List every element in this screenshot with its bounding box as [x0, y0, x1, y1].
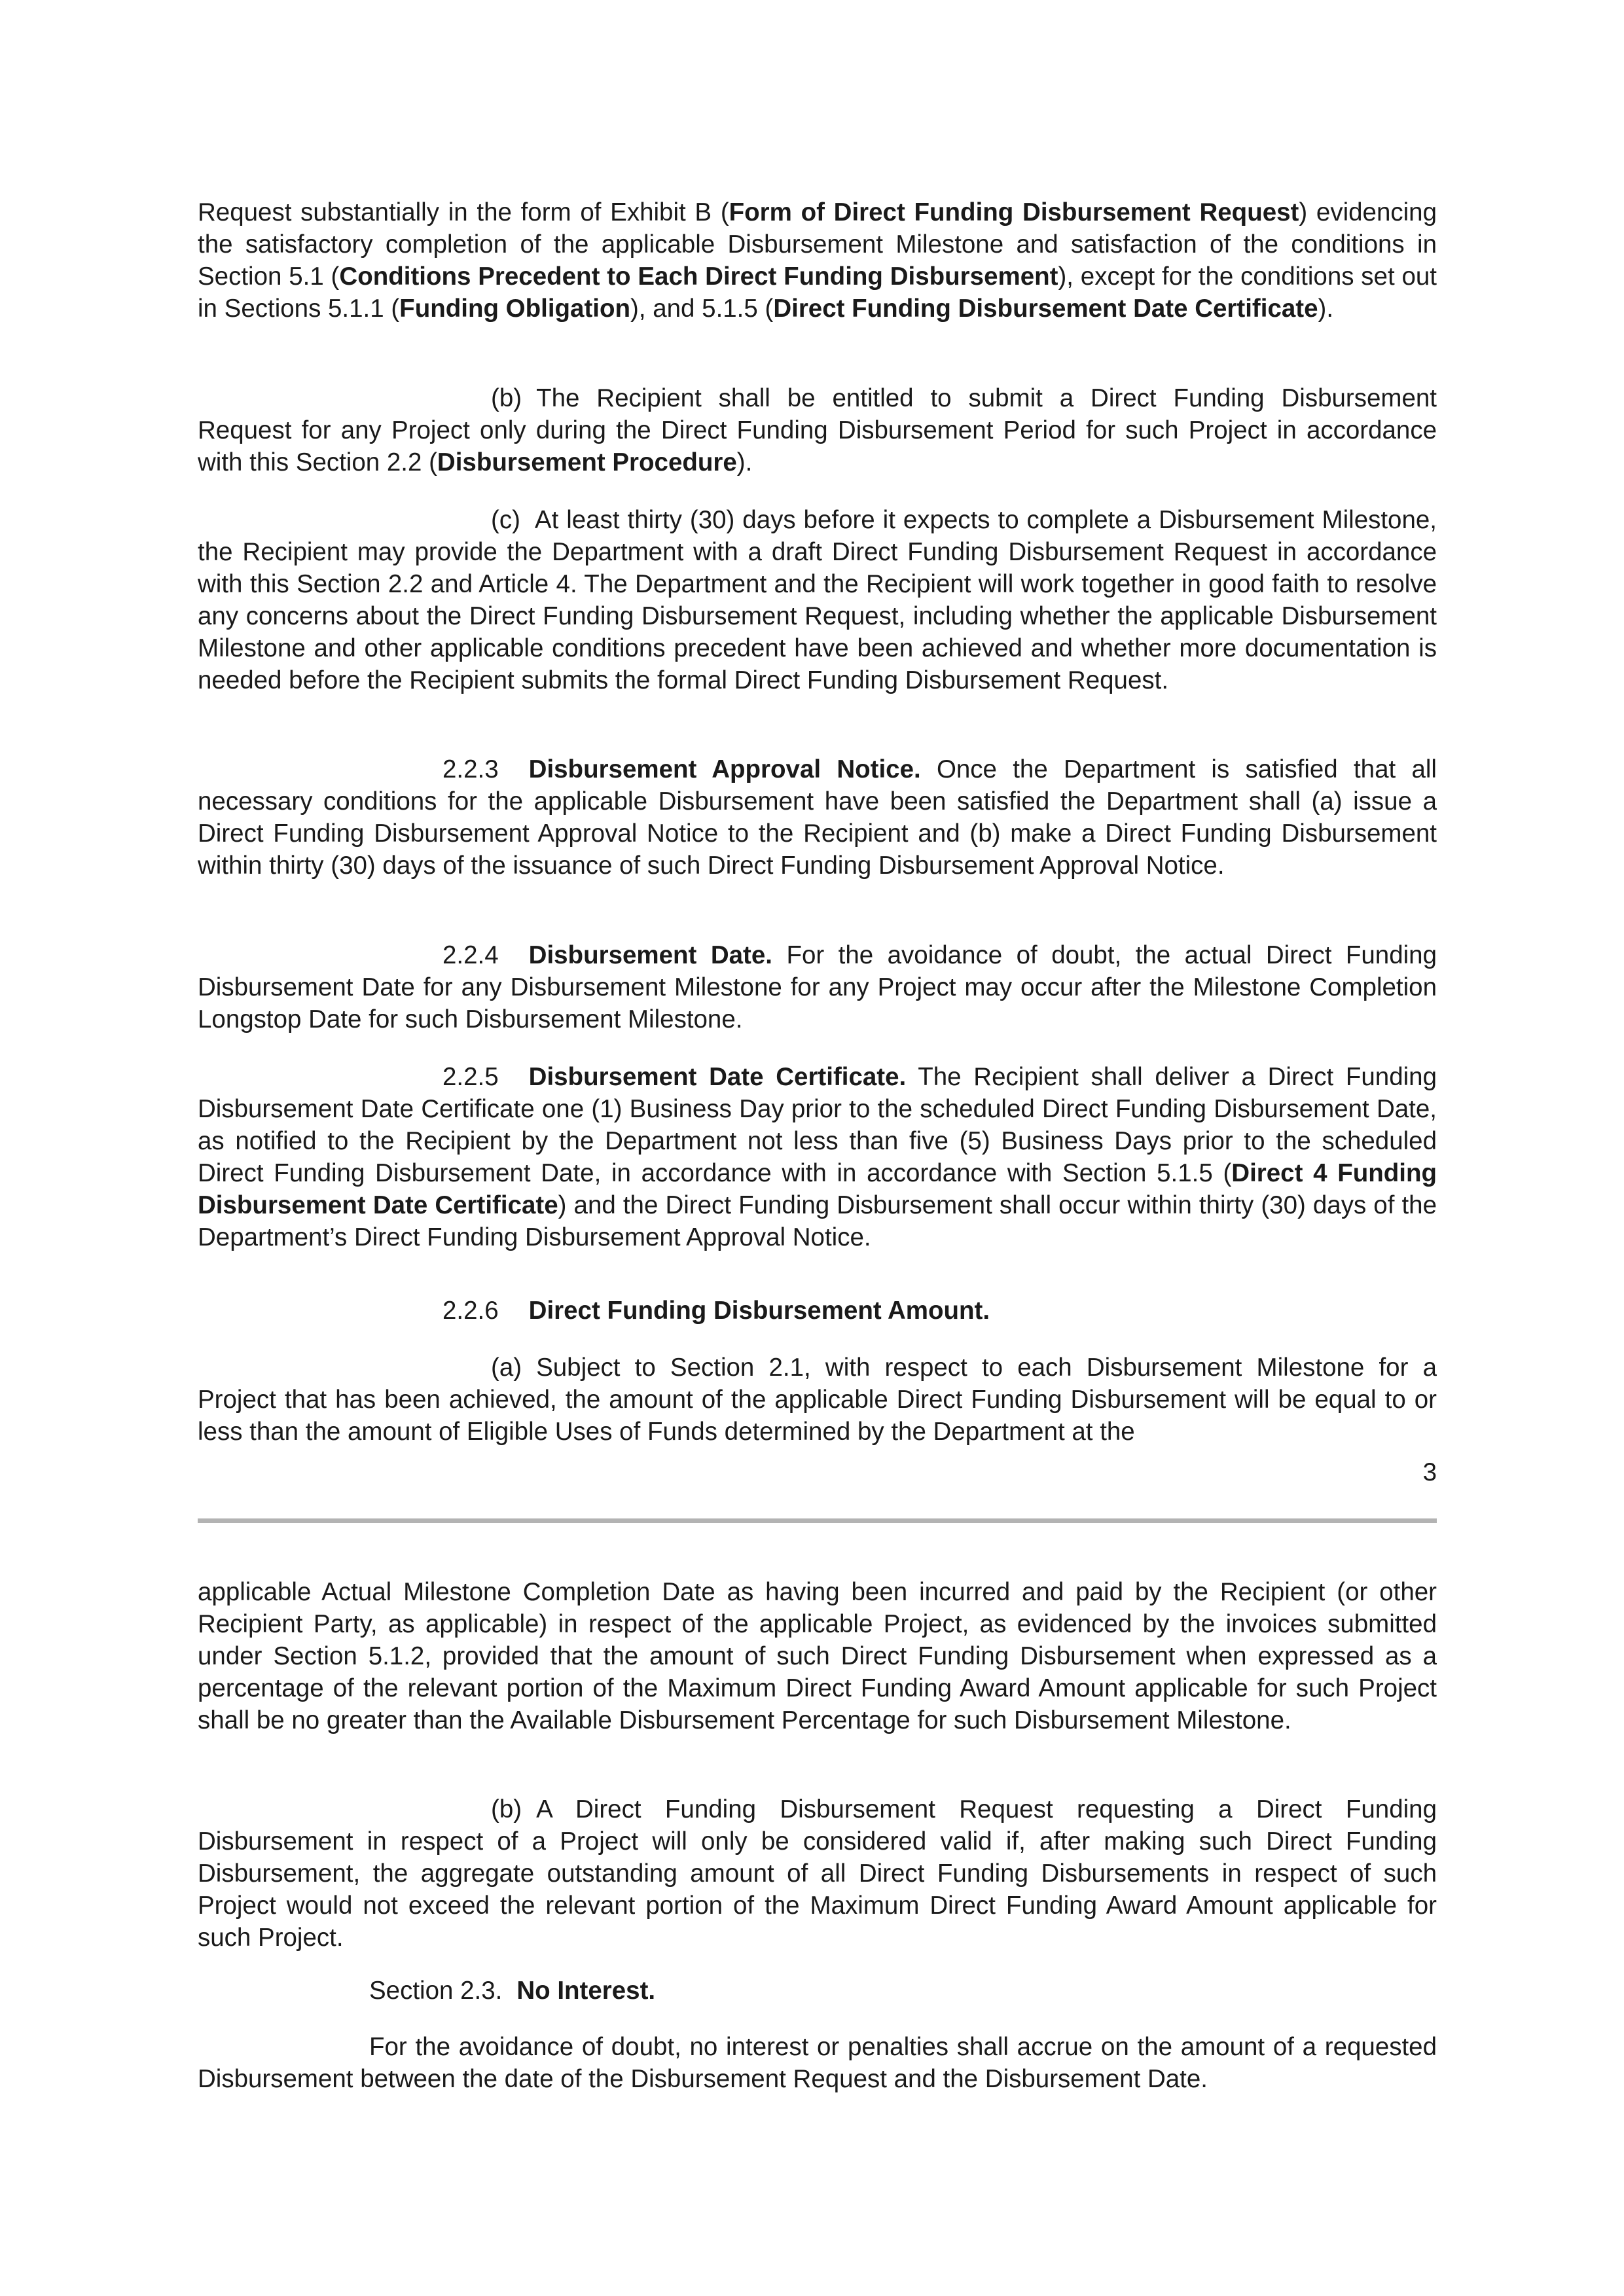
text: ), except for the conditions set out in Sections 5.1.1 (: [198, 262, 1437, 323]
text: ), and 5.1.5 (: [630, 295, 774, 323]
paragraph-2-2-6-a: [198, 1352, 1437, 1448]
section-number: 2.2.6: [442, 1297, 499, 1325]
text: At least thirty (30) days before it expects to complete a Disbursement Milestone, the Recipient may provide the Department with a draft Direct Funding Disbursement Request in accordance with this Section 2.2 and Article 4. The Department and the Recipient will work together in good faith to resolve any concerns about the Direct Funding Disbursement Request, including whether the applicable Disbursement Milestone and other applicable conditions precedent have been achieved and whether more documentation is needed before the Recipient submits the formal Direct Funding Disbursement Request.: [198, 506, 1437, 694]
text: ).: [736, 448, 753, 476]
bold-term: Direct 4 Funding Disbursement Date Certificate: [198, 1159, 1437, 1219]
list-label: (a): [491, 1354, 522, 1382]
paragraph-continuation: [198, 1576, 1437, 1736]
paragraph-b-validity: [198, 1793, 1437, 1954]
section-number: 2.2.5: [442, 1063, 499, 1091]
text: The Recipient shall deliver a Direct Funding Disbursement Date Certificate one (1) Business Day prior to the scheduled Direct Funding Disbursement Date, as notified to the Recipient by the Department not less than five (5) Business Days prior to the scheduled Direct Funding Disbursement Date, in accordance with in accordance with Section 5.1.5 (: [198, 1063, 1437, 1187]
list-label: (c): [491, 506, 520, 534]
section-heading: Disbursement Date.: [528, 941, 772, 969]
paragraph-no-interest: [198, 2031, 1437, 2095]
section-2-2-3: [198, 753, 1437, 882]
bold-term: Form of Direct Funding Disbursement Request: [729, 198, 1299, 226]
section-number: 2.2.4: [442, 941, 499, 969]
section-heading: No Interest.: [516, 1977, 656, 2005]
bold-term: Disbursement Procedure: [437, 448, 737, 476]
section-heading: Direct Funding Disbursement Amount.: [528, 1297, 990, 1325]
section-2-2-5: [198, 1061, 1437, 1253]
bold-term: Conditions Precedent to Each Direct Funding Disbursement: [339, 262, 1058, 291]
list-label: (b): [491, 384, 522, 412]
bold-term: Funding Obligation: [399, 295, 631, 323]
section-number: 2.2.3: [442, 755, 499, 783]
page-separator: [198, 1518, 1437, 1523]
text: Once the Department is satisfied that all necessary conditions for the applicable Disbursement have been satisfied the Department shall (a) issue a Direct Funding Disbursement Approval Notice to the Recipient and (b) make a Direct Funding Disbursement within thirty (30) days of the issuance of such Direct Funding Disbursement Approval Notice.: [198, 755, 1437, 880]
text: A Direct Funding Disbursement Request requesting a Direct Funding Disbursement in respect of a Project will only be considered valid if, after making such Direct Funding Disbursement, the aggregate outstanding amount of all Direct Funding Disbursements in respect of such Project would not exceed the relevant portion of the Maximum Direct Funding Award Amount applicable for such Project.: [198, 1795, 1437, 1952]
text: applicable Actual Milestone Completion Date as having been incurred and paid by the Recipient (or other Recipient Party, as applicable) in respect of the applicable Project, as evidenced by the invoices submitted under Section 5.1.2, provided that the amount of such Direct Funding Disbursement when expressed as a percentage of the relevant portion of the Maximum Direct Funding Award Amount applicable for such Project shall be no greater than the Available Disbursement Percentage for such Disbursement Milestone.: [198, 1578, 1437, 1734]
text: ) and the Direct Funding Disbursement shall occur within thirty (30) days of the Department’s Direct Funding Disbursement Approval Notice.: [198, 1191, 1437, 1251]
text: For the avoidance of doubt, no interest or penalties shall accrue on the amount of a requested Disbursement between the date of the Disbursement Request and the Disbursement Date.: [198, 2033, 1437, 2093]
text: ) evidencing the satisfactory completion of the applicable Disbursement Milestone and satisfaction of the conditions in Section 5.1 (: [198, 198, 1437, 291]
bold-term: Direct Funding Disbursement Date Certificate: [773, 295, 1318, 323]
list-label: (b): [491, 1795, 522, 1823]
section-label: Section 2.3.: [369, 1977, 503, 2005]
text: For the avoidance of doubt, the actual Direct Funding Disbursement Date for any Disbursement Milestone for any Project may occur after the Milestone Completion Longstop Date for such Disbursement Milestone.: [198, 941, 1437, 1033]
text: Subject to Section 2.1, with respect to each Disbursement Milestone for a Project that has been achieved, the amount of the applicable Direct Funding Disbursement will be equal to or less than the amount of Eligible Uses of Funds determined by the Department at the: [198, 1354, 1437, 1446]
text: The Recipient shall be entitled to submit a Direct Funding Disbursement Request for any Project only during the Direct Funding Disbursement Period for such Project in accordance with this Section 2.2 (: [198, 384, 1437, 476]
section-heading: Disbursement Approval Notice.: [528, 755, 921, 783]
paragraph-c-draft-request: [198, 504, 1437, 696]
text: Request substantially in the form of Exhibit B (: [198, 198, 729, 226]
section-2-3-heading: [198, 1975, 1437, 2007]
paragraph-request-form: [198, 196, 1437, 325]
section-heading: Disbursement Date Certificate.: [528, 1063, 907, 1091]
section-2-2-6-heading: [198, 1295, 1437, 1327]
page-number: 3: [1422, 1458, 1437, 1486]
text: ).: [1318, 295, 1334, 323]
section-2-2-4: [198, 939, 1437, 1035]
paragraph-b-submission-period: [198, 382, 1437, 478]
